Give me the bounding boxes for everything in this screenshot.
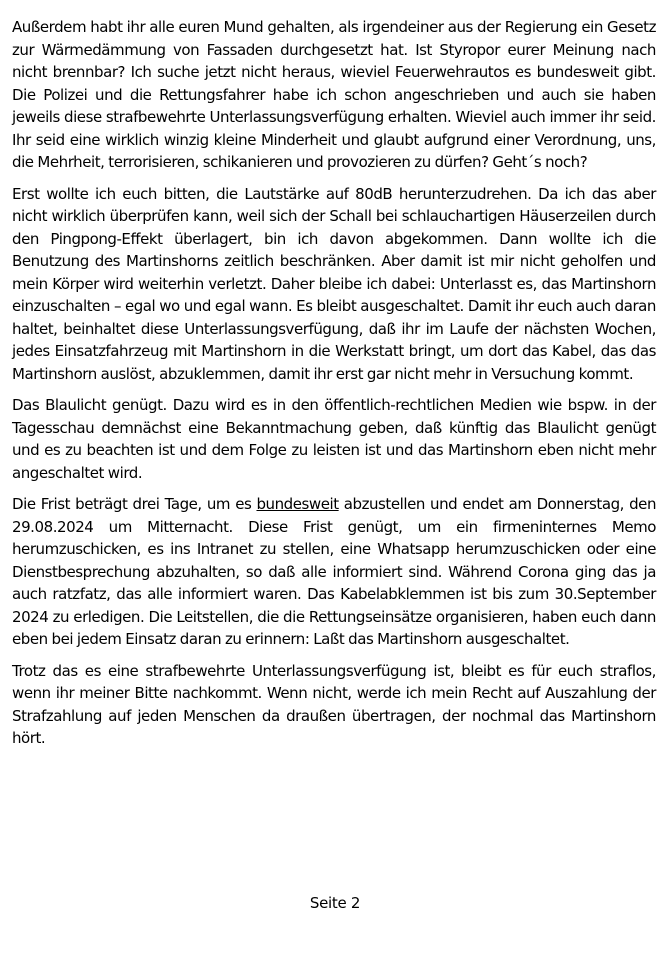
paragraph-4 [12,493,656,651]
page-number: Seite 2 [309,894,361,912]
paragraph-1: Außerdem habt ihr alle euren Mund gehalten, als irgendeiner aus der Regierung ein Gesetz zur Wärmedämmung von Fassaden durchgesetzt hat. Ist Styropor eurer Meinung nach nicht brennbar? Ich suche jetzt nicht heraus, wieviel Feuerwehrautos es bundesweit gibt. Die Polizei und die Rettungsfahrer habe ich schon angeschrieben und auch sie haben jeweils diese strafbewehrte Unterlassungsverfügung erhalten. Wieviel auch immer ihr seid. Ihr seid eine wirklich winzig kleine Minderheit und glaubt aufgrund einer Verordnung, uns, die Mehrheit, terrorisieren, schikanieren und provozieren zu dürfen? Geht´s noch? [12,18,656,171]
paragraph-4-text-after: abzustellen und endet am Donnerstag, den 29.08.2024 um Mitternacht. Diese Frist genügt, um ein firmeninternes Memo herumzuschicken, es ins Intranet zu stellen, eine Whatsapp herumzuschicken oder eine Dienstbesprechung abzuhalten, so daß alle informiert sind. Während Corona ging das ja auch ratzfatz, das alle informiert waren. Das Kabelabklemmen ist bis zum 30.September 2024 zu erledigen. Die Leitstellen, die die Rettungseinsätze organisieren, haben euch dann eben bei jedem Einsatz daran zu erinnern: Laßt das Martinshorn ausgeschaltet. [12,495,656,648]
document-page [12,16,656,750]
paragraph-5: Trotz das es eine strafbewehrte Unterlassungsverfügung ist, bleibt es für euch straflos, wenn ihr meiner Bitte nachkommt. Wenn nicht, werde ich mein Recht auf Auszahlung der Strafzahlung auf jeden Menschen da draußen übertragen, der nochmal das Martinshorn hört. [12,661,656,747]
paragraph-4-text-before: Die Frist beträgt drei Tage, um es [12,495,257,513]
paragraph-4-underlined-word: bundesweit [256,495,339,513]
paragraph-2: Erst wollte ich euch bitten, die Lautstärke auf 80dB herunterzudrehen. Da ich das aber nicht wirklich überprüfen kann, weil sich der Schall bei schlauchartigen Häuserzeilen durch den Pingpong-Effekt überlagert, bin ich davon abgekommen. Dann wollte ich die Benutzung des Martinshorns zeitlich beschränken. Aber damit ist mir nicht geholfen und mein Körper wird weiterhin verletzt. Daher bleibe ich dabei: Unterlasst es, das Martinshorn einzuschalten – egal wo und egal wann. Es bleibt ausgeschaltet. Damit ihr euch auch daran haltet, beinhaltet diese Unterlassungsverfügung, daß ihr im Laufe der nächsten Wochen, jedes Einsatzfahrzeug mit Martinshorn in die Werkstatt bringt, um dort das Kabel, das das Martinshorn auslöst, abzuklemmen, damit ihr erst gar nicht mehr in Versuchung kommt. [12,184,656,383]
paragraph-3: Das Blaulicht genügt. Dazu wird es in den öffentlich-rechtlichen Medien wie bspw. in der Tagesschau demnächst eine Bekanntmachung geben, daß künftig das Blaulicht genügt und es zu beachten ist und dem Folge zu leisten ist und das Martinshorn eben nicht mehr angeschaltet wird. [12,396,656,482]
